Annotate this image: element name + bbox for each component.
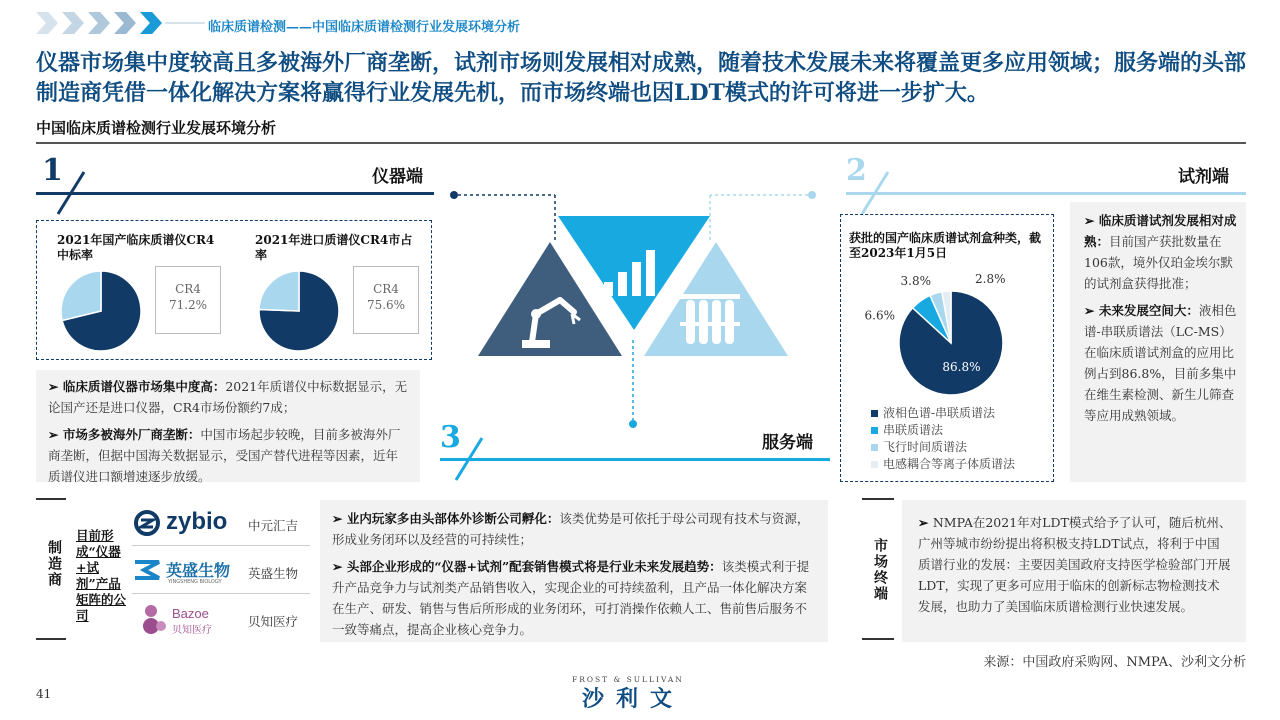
chevron-icon	[62, 12, 84, 34]
brand-logo: 沙利文	[582, 686, 685, 712]
chevron-icon	[140, 12, 162, 34]
section-title: 中国临床质谱检测行业发展环境分析	[36, 119, 277, 137]
bullet-arrow-icon: ➢	[332, 511, 347, 526]
bullet-arrow-icon: ➢	[918, 515, 933, 530]
instrument-bullet: ➢ 临床质谱仪器市场集中度高：2021年质谱仪中标数据显示，无论国产还是进口仪器，CR4市场份额约7成；	[48, 379, 408, 415]
instrument-rule	[36, 192, 434, 195]
pie-data-label: 3.8%	[900, 274, 931, 288]
bullet-arrow-icon: ➢	[48, 379, 63, 394]
chevron-icon	[36, 12, 58, 34]
pie-chart-reagent-types	[841, 267, 1055, 407]
legend-item: 串联质谱法	[871, 422, 1051, 439]
section-number-1: 1	[42, 153, 63, 188]
yingsheng-logo-icon	[132, 554, 162, 584]
bullet-arrow-icon: ➢	[1084, 303, 1099, 318]
center-triangles-graphic	[440, 180, 830, 440]
company-name: 贝知医疗	[248, 614, 299, 629]
company-logo-text: 英盛生物	[166, 561, 231, 580]
company-name: 英盛生物	[248, 566, 299, 581]
company-name: 中元汇吉	[248, 518, 299, 533]
chart1-title: 2021年国产临床质谱仪CR4中标率	[57, 233, 215, 262]
legend-item: 飞行时间质谱法	[871, 439, 1051, 456]
terminal-box	[902, 500, 1246, 642]
company-logo-text: Bazoe	[172, 606, 209, 621]
bullet-arrow-icon: ➢	[332, 559, 347, 574]
pie-chart-domestic	[59, 269, 143, 353]
bullet-arrow-icon: ➢	[1084, 213, 1099, 228]
reagent-chart-title: 获批的国产临床质谱试剂盒种类，截至2023年1月5日	[849, 231, 1042, 260]
chevron-icon	[88, 12, 110, 34]
page-headline: 仪器市场集中度较高且多被海外厂商垄断，试剂市场则发展相对成熟，随着技术发展未来将覆盖更多应用领域；服务端的头部制造商凭借一体化解决方案将赢得行业发展先机，而市场终端也因LDT模式的许可将进一步扩大。	[36, 50, 1247, 106]
pie-data-label: 6.6%	[864, 308, 895, 323]
company-logo-subtext: YINGSHENG BIOLOGY	[168, 579, 222, 585]
reagent-bullet: ➢ 临床质谱试剂发展相对成熟：目前国产获批数量在106款，境外仅珀金埃尔默的试剂盒获得批准；	[1084, 213, 1237, 291]
legend-swatch	[871, 444, 878, 451]
chevron-icon	[114, 12, 136, 34]
manufacturer-companies-label: 目前形成“仪器+试剂”产品矩阵的公司	[76, 528, 127, 623]
instrument-bullet: ➢ 市场多被海外厂商垄断：中国市场起步较晚，目前多被海外厂商垄断，但据中国海关数据显示，受国产替代进程等因素，近年质谱仪进口额增速逐步放缓。	[48, 427, 401, 484]
company-row	[132, 548, 310, 594]
instrument-bullets	[36, 370, 420, 482]
company-row	[132, 596, 310, 642]
pie-data-label: 2.8%	[975, 272, 1006, 286]
service-bullet: ➢ 头部企业形成的“仪器+试剂”配套销售模式将是行业未来发展趋势：该类模式利于提升产品竞争力与试剂类产品销售收入，实现企业的可持续盈利，且产品一体化解决方案在生产、研发、销售与售后所形成的业务闭环，可打消操作依赖人工、售前售后服务不一致等痛点，提高企业核心竞争力。	[332, 559, 810, 637]
chart1-callout	[155, 266, 221, 334]
pie-slice	[61, 271, 101, 320]
zybio-logo-icon	[132, 508, 162, 538]
service-bullets	[320, 500, 828, 642]
bazoe-logo-icon	[140, 602, 170, 636]
terminal-bullet: ➢ NMPA在2021年对LDT模式给予了认可，随后杭州、广州等城市纷纷提出将积极支持LDT试点，将利于中国质谱行业的发展：主要因美国政府支持医学检验部门开展LDT，实现了更多可应用于临床的创新标志物检测技术发展，也助力了美国临床质谱检测行业快速发展。	[918, 515, 1232, 614]
page-number: 41	[36, 687, 52, 701]
reagent-legend	[871, 405, 1051, 473]
pie-data-label: 86.8%	[942, 359, 981, 374]
reagent-rule	[846, 192, 1246, 195]
title-divider	[36, 142, 1246, 144]
header-rule	[165, 22, 205, 24]
instrument-label: 仪器端	[372, 167, 423, 187]
reagent-label: 试剂端	[1178, 167, 1229, 187]
breadcrumb: 临床质谱检测——中国临床质谱检测行业发展环境分析	[208, 20, 521, 35]
reagent-bullets	[1070, 202, 1246, 482]
terminal-side-label: 市场终端	[872, 538, 888, 602]
reagent-bullet: ➢ 未来发展空间大：液相色谱-串联质谱法（LC-MS）在临床质谱试剂盒的应用比例占到86.8%，目前多集中在维生素检测、新生儿筛查等应用成熟领域。	[1084, 303, 1237, 423]
section-number-2: 2	[846, 153, 867, 188]
service-label: 服务端	[762, 433, 813, 453]
service-rule	[440, 458, 830, 461]
chart2-callout-value: 75.6%	[366, 298, 406, 312]
section-number-3: 3	[440, 420, 461, 455]
company-logo-subtext: 贝知医疗	[172, 625, 212, 636]
legend-swatch	[871, 410, 878, 417]
chart1-callout-label: CR4	[175, 282, 201, 296]
service-bullet: ➢ 业内玩家多由头部体外诊断公司孵化：该类优势是可依托于母公司现有技术与资源，形成业务闭环以及经营的可持续性；	[332, 511, 810, 547]
chart2-callout-label: CR4	[373, 282, 399, 296]
chart2-title: 2021年进口质谱仪CR4市占率	[255, 233, 413, 262]
company-logo-text: zybio	[166, 508, 228, 535]
legend-item: 液相色谱-串联质谱法	[871, 405, 1051, 422]
chart1-callout-value: 71.2%	[168, 298, 208, 312]
brand-subtitle: FROST & SULLIVAN	[572, 675, 684, 684]
pie-chart-import	[257, 269, 341, 353]
manufacturer-side-label: 制造商	[46, 540, 62, 588]
instrument-charts-box	[36, 220, 432, 360]
legend-swatch	[871, 427, 878, 434]
bullet-arrow-icon: ➢	[48, 427, 63, 442]
company-row	[132, 500, 310, 546]
reagent-chart-box	[840, 214, 1054, 482]
source-note: 来源：中国政府采购网、NMPA、沙利文分析	[983, 655, 1246, 670]
legend-swatch	[871, 461, 878, 468]
legend-item: 电感耦合等离子体质谱法	[871, 456, 1051, 473]
pie-slice	[259, 271, 299, 311]
chart2-callout	[353, 266, 419, 334]
